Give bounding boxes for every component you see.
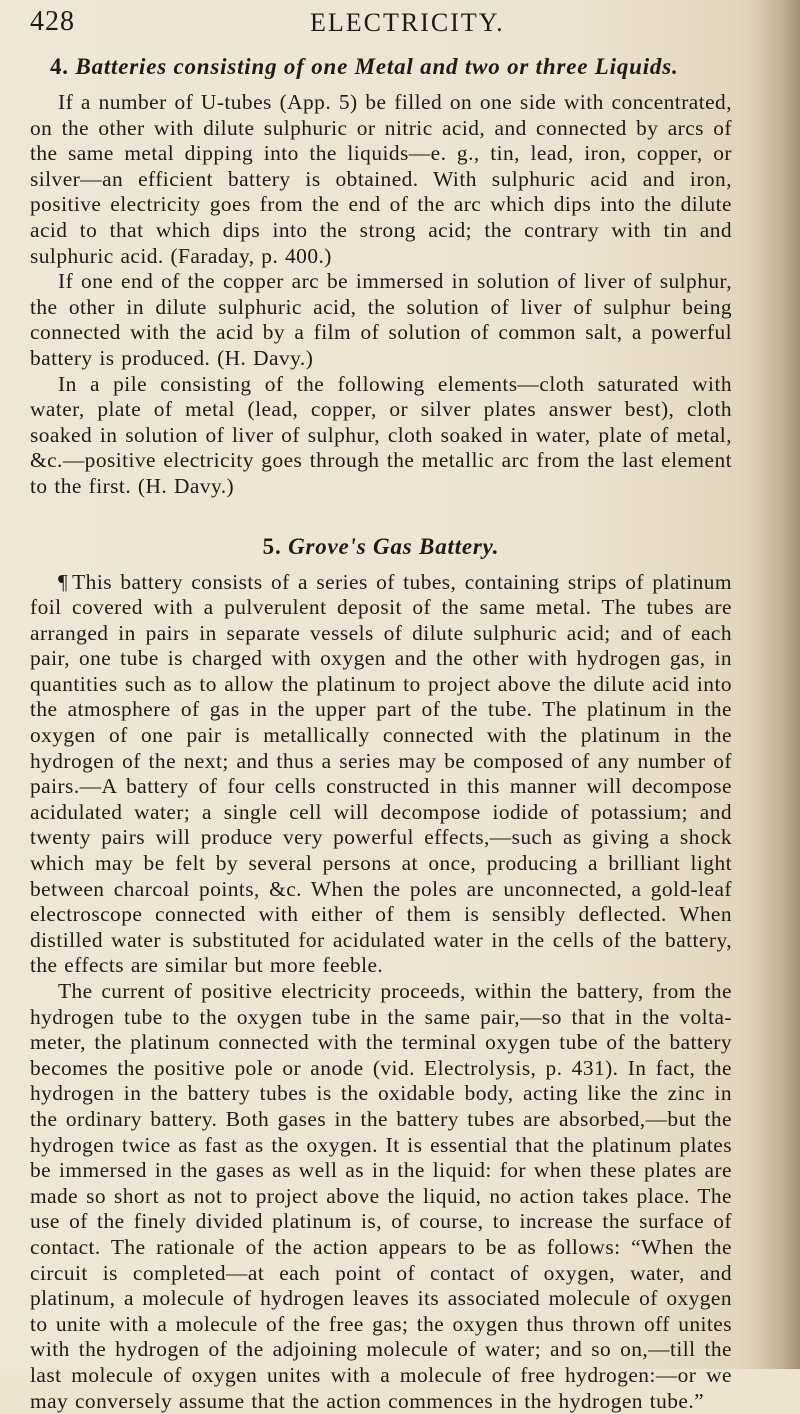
section-4-number: 4.	[50, 54, 69, 79]
section-5-paragraph-1	[30, 570, 732, 980]
page-number: 428	[30, 6, 75, 37]
page-body	[30, 54, 732, 1414]
pilcrow-mark: ¶	[58, 569, 69, 594]
section-5-title: Grove's Gas Battery.	[288, 533, 500, 559]
page-header	[30, 6, 750, 56]
section-5-number: 5.	[262, 533, 282, 559]
section-4-paragraph-1: If a number of U-tubes (App. 5) be filled on one side with concentrated, on the other with dilute sulphuric or nitric acid, and connected by arcs of the same metal dipping into the liquids—e. g., tin, lead, iron, copper, or silver—an efficient battery is obtained. With sulphuric acid and iron, positive electricity goes from the end of the arc which dips into the dilute acid to that which dips into the strong acid; the contrary with tin and sulphuric acid. (Faraday, p. 400.)	[30, 90, 732, 268]
section-4-paragraph-2: If one end of the copper arc be immersed in solution of liver of sulphur, the other in dilute sulphuric acid, the solution of liver of sulphur being connected with the acid by a film of solution of common salt, a powerful battery is produced. (H. Davy.)	[30, 269, 732, 370]
section-5-paragraph-1-text: This battery consists of a series of tubes, containing strips of platinum foil covered with a pulverulent deposit of the same metal. The tubes are arranged in pairs in separate vessels of dilute sulphuric acid; and of each pair, one tube is charged with oxygen and the other with hydrogen gas, in quantities such as to allow the platinum to project above the dilute acid into the atmosphere of gas in the upper part of the tube. The platinum in the oxygen of one pair is metallically connected with the platinum in the hydrogen of the next; and thus a series may be composed of any number of pairs.—A battery of four cells constructed in this manner will decompose acidulated water; a single cell will decompose iodide of potassium; and twenty pairs will produce very powerful effects,—such as giving a shock which may be felt by several persons at once, producing a brilliant light between charcoal points, &c. When the poles are unconnected, a gold-leaf electroscope connected with either of them is sensibly deflected. When distilled water is substituted for acidulated water in the cells of the battery, the effects are similar but more feeble.	[30, 569, 732, 978]
running-head: ELECTRICITY.	[310, 8, 505, 37]
section-4-title: Batteries consisting of one Metal and two or three Liquids.	[75, 54, 679, 79]
section-4-paragraph-3: In a pile consisting of the following elements—cloth saturated with water, plate of metal (lead, copper, or silver plates answer best), cloth soaked in solution of liver of sulphur, cloth soaked in water, plate of metal, &c.—positive electricity goes through the metallic arc from the last element to the first. (H. Davy.)	[30, 371, 732, 498]
section-5-paragraph-2: The current of positive electricity proceeds, within the battery, from the hydrogen tube to the oxygen tube in the same pair,—so that in the volta-meter, the platinum connected with the terminal oxygen tube of the battery becomes the positive pole or anode (vid. Electrolysis, p. 431). In fact, the hydrogen in the battery tubes is the oxidable body, acting like the zinc in the ordinary battery. Both gases in the battery tubes are absorbed,—but the hydrogen twice as fast as the oxygen. It is essential that the platinum plates be immersed in the gases as well as in the liquid: for when these plates are made so short as not to project above the liquid, no action takes place. The use of the finely divided platinum is, of course, to increase the surface of contact. The rationale of the action appears to be as follows: “When the circuit is completed—at each point of contact of oxygen, water, and platinum, a molecule of hydrogen leaves its associated molecule of oxygen to unite with a molecule of the free gas; the oxygen thus thrown off unites with the hydrogen of the adjoining molecule of water; and so on,—till the last molecule of oxygen unites with a molecule of free hydrogen:—or we may conversely assume that the action commences in the hydrogen tube.”	[30, 979, 732, 1413]
page-edge-shadow	[756, 0, 800, 1369]
section-4-heading	[30, 54, 732, 80]
section-5-heading	[30, 534, 732, 560]
